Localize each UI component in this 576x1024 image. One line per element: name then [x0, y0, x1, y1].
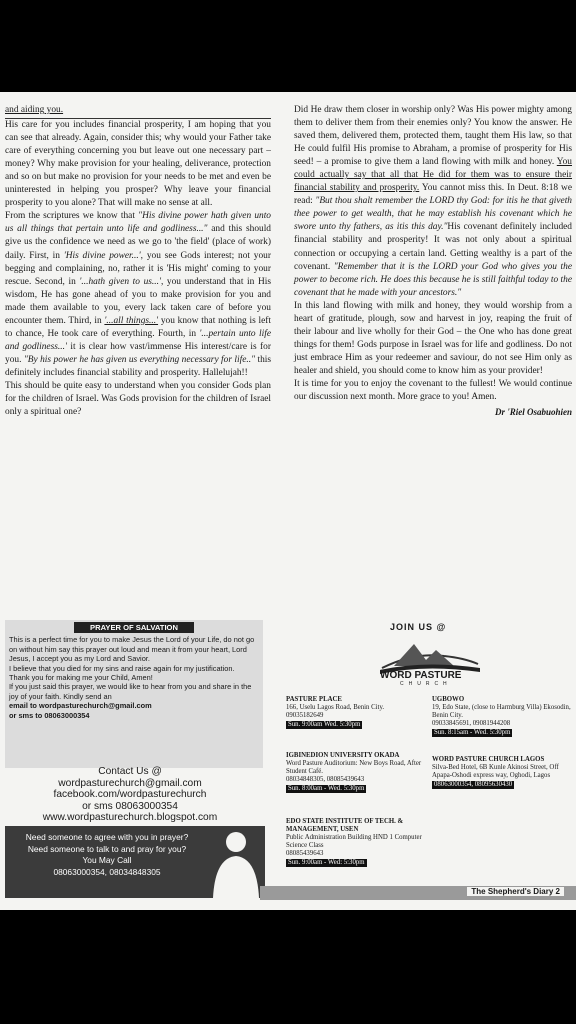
- prayer-call-box: [5, 826, 265, 898]
- person-silhouette-icon: [209, 828, 259, 898]
- salvation-email[interactable]: email to wordpasturechurch@gmail.com: [9, 701, 152, 711]
- left-column: [5, 104, 271, 419]
- paragraph: From the scriptures we know that "His divine power hath given unto us all things that pertain unto life and godliness..." and this should give us the confidence we need as we go to 'the field' (place of work) daily. First, in 'His divine power...', you see Gods interest; not your begging and complaining, no, rather it is 'His might' coming to your rescue. Second, in '...hath given to us...', you understand that in His wisdom, He has gone ahead of you to make provision for you and made them available to you, every lack taken care of before you encounter them. Third, in '...all things...' you know that nothing is left to chance, He took care of everything. Fourth, in '...pertain unto life and godliness...' it is clear how vast/immense His interest/care is for you. "By his power he has given us everything necessary for life.." this definitely includes financial stability and prosperity. Hallelujah!!: [5, 211, 272, 378]
- contact-heading: Contact Us @: [98, 766, 162, 777]
- salvation-text: This is a perfect time for you to make Jesus the Lord of your Life, do not go on without him say this prayer out loud and mean it from your heart, Lord Jesus, I accept you as my Lord and Savior.: [9, 635, 255, 664]
- contact-email[interactable]: wordpasturechurch@gmail.com: [58, 777, 202, 789]
- logo-subtext: CHURCH: [400, 681, 452, 687]
- location-edo-institute: EDO STATE INSTITUTE OF TECH. & MANAGEMENT, USEN Public Administration Building HND 1 Computer Science Class 08085439643 Sun. 9:00am - Wed: 5:30pm: [286, 818, 422, 866]
- logo-text: WORD PASTURE: [380, 670, 462, 681]
- paragraph: Did He draw them closer in worship only? Was His power mighty among them to deliver them from their enemies only? You know the answer. He saved them, delivered them, protected them, taught them His law, so that He could fulfil His promise to Abraham, a promise of prosperity for His seed! – a promise to give them a land flowing with milk and honey. You could actually say that all that He did for them was to ensure their financial stability and prosperity. You cannot miss this. In Deut. 8:18 we read: "But thou shalt remember the LORD thy God: for itis he that giveth thee power to get wealth, that he may establish his covenant which he swore unto thy fathers, as itis this day."His covenant definitely included financial stability and prosperity! It was not only about a spiritual connection or occupying a certain land. Getting wealthy is a part of the covenant. "Remember that it is the LORD your God who gives you the power to become rich. He does this because he is still faithful today to the covenant that he made with your ancestors.": [294, 105, 572, 298]
- paragraph: This should be quite easy to understand when you consider Gods plan for the children of Israel. Was Gods provision for the children of Israel only a spiritual one?: [5, 380, 271, 418]
- prayer-line: Need someone to talk to and pray for you?: [27, 843, 187, 854]
- contact-block: [10, 766, 250, 824]
- right-column: [294, 104, 572, 419]
- paragraph: and aiding you.: [5, 105, 64, 115]
- contact-facebook[interactable]: facebook.com/wordpasturechurch: [53, 789, 207, 801]
- salvation-text: I believe that you died for my sins and raise again for my justification.: [9, 663, 235, 673]
- prayer-call-text: [9, 832, 205, 878]
- newsletter-page: [0, 92, 576, 910]
- footer-bar: [260, 886, 576, 900]
- paragraph: His care for you includes financial prosperity, I am hoping that you can see that already. Again, consider this; why would your Father take care of everything concerning you but leave out one necessary part – money? Why make provision for your healing, deliverance, protection and so on but make no provision for your needs to be met and even be uninterested in helping you prosper? Why leave your financial prosperity to you alone? That will make no sense at all.: [5, 118, 271, 210]
- prayer-line: You May Call: [82, 855, 132, 866]
- location-lagos: WORD PASTURE CHURCH LAGOS Silva-Bed Hotel, 6B Kunle Akinosi Street, Off Apapa-Oshodi express way, Oghodi, Lagos 08063000354, 08095630430: [432, 756, 559, 788]
- paragraph: It is time for you to enjoy the covenant to the fullest! We would continue our discussion next month. More grace to you! Amen.: [294, 378, 572, 403]
- salvation-text: If you just said this prayer, we would like to hear from you and share in the joy of your faith. Kindly send an: [9, 682, 252, 701]
- location-igbinedion: IGBINEDION UNIVERSITY OKADA Word Pasture Auditorium: New Boys Road, After Student Café. 08034848305, 08085439643 Sun. 8:00am - Wed. 5:30pm: [286, 752, 422, 792]
- paragraph: In this land flowing with milk and honey, they would worship from a heart of gratitude, plough, sow and harvest in joy, reaping the fruit of their labour and live wholly for their God – the One who has done great things for them! Gods purpose in Israel was for life and godliness. Do not just embrace Him as your redeemer and saviour, do not see Him only as healer and shield, you should come to know him as your provider!: [294, 300, 572, 376]
- location-pasture-place: PASTURE PLACE 166, Uselu Lagos Road, Benin City. 09035182649 Sun. 9:00am Wed. 5:30pm: [286, 696, 385, 728]
- contact-blog[interactable]: www.wordpasturechurch.blogspot.com: [42, 812, 218, 824]
- prayer-phone: 08063000354, 08034848305: [53, 866, 161, 877]
- prayer-line: Need someone to agree with you in prayer?: [25, 832, 189, 842]
- join-us-heading: JOIN US @: [390, 622, 447, 632]
- salvation-sms: or sms to 08063000354: [9, 710, 90, 720]
- page-label: The Shepherd's Diary 2: [467, 887, 564, 896]
- signature: Dr 'Riel Osabuohien: [494, 407, 572, 418]
- salvation-title: PRAYER OF SALVATION: [74, 622, 194, 633]
- contact-sms: or sms 08063000354: [82, 800, 178, 812]
- salvation-prayer-box: [5, 620, 263, 768]
- location-ugbowo: UGBOWO 19, Edo State, (close to Harmburg Villa) Ekosodin, Benin City. 09033845691, 09081944208 Sun. 8:15am - Wed. 5:30pm: [432, 696, 571, 736]
- salvation-text: Thank you for making me your Child, Amen!: [9, 673, 153, 683]
